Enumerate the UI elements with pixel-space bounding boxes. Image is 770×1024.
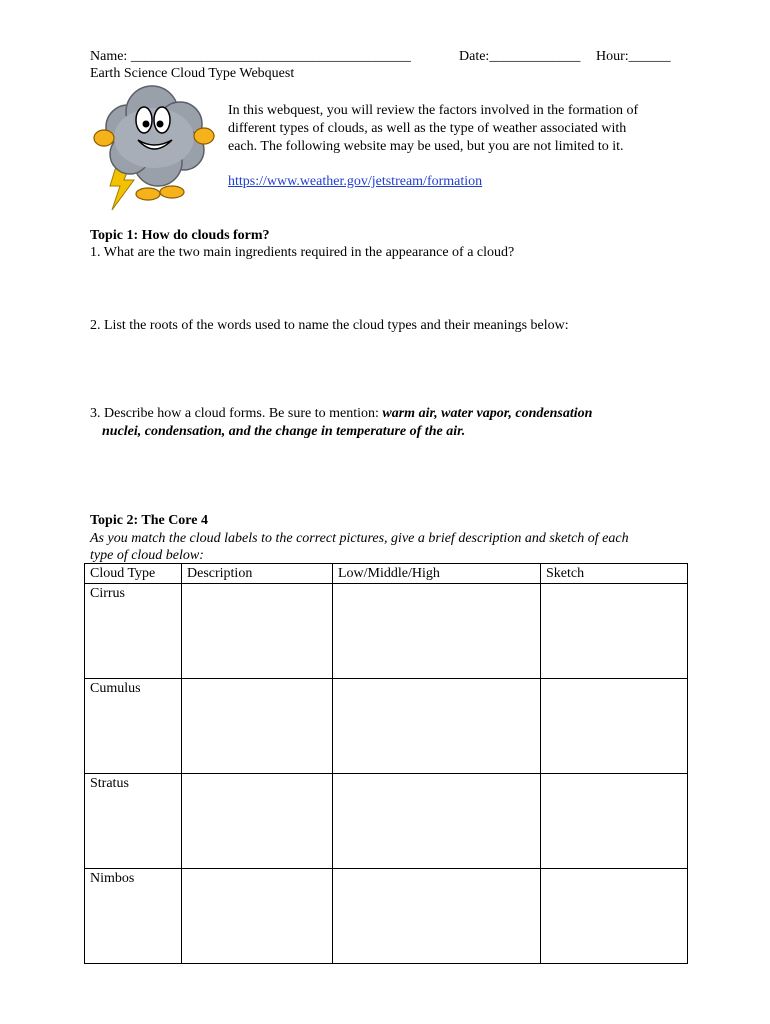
cloud-type-cumulus: Cumulus (85, 679, 182, 774)
topic2-instruction-line-1: As you match the cloud labels to the correct pictures, give a brief description and sketch of each (90, 531, 629, 546)
date-field-label[interactable]: Date:_____________ (459, 49, 581, 64)
table-header-row (85, 564, 688, 584)
question-3-keywords-a: warm air, water vapor, condensation (382, 406, 593, 421)
level-cell[interactable] (333, 584, 541, 679)
topic2-heading: Topic 2: The Core 4 (90, 513, 208, 528)
name-field-label[interactable]: Name: ________________________________________ (90, 49, 411, 64)
table-row (85, 679, 688, 774)
question-3-keywords-b: nuclei, condensation, and the change in temperature of the air. (102, 424, 466, 439)
cloud-type-nimbos: Nimbos (85, 869, 182, 964)
column-header-sketch: Sketch (541, 564, 688, 584)
question-1: 1. What are the two main ingredients required in the appearance of a cloud? (90, 245, 515, 260)
level-cell[interactable] (333, 774, 541, 869)
sketch-cell[interactable] (541, 869, 688, 964)
sketch-cell[interactable] (541, 774, 688, 869)
intro-line-2: different types of clouds, as well as the type of weather associated with (228, 121, 627, 136)
topic2-instruction-line-2: type of cloud below: (90, 548, 204, 563)
question-3-text: 3. Describe how a cloud forms. Be sure to mention: (90, 406, 383, 421)
hour-field-label[interactable]: Hour:______ (596, 49, 671, 64)
description-cell[interactable] (182, 584, 333, 679)
level-cell[interactable] (333, 679, 541, 774)
topic1-heading: Topic 1: How do clouds form? (90, 228, 270, 243)
document-title: Earth Science Cloud Type Webquest (90, 66, 295, 81)
sketch-cell[interactable] (541, 584, 688, 679)
column-header-level: Low/Middle/High (333, 564, 541, 584)
question-2: 2. List the roots of the words used to name the cloud types and their meanings below: (90, 318, 569, 333)
intro-line-1: In this webquest, you will review the factors involved in the formation of (228, 103, 639, 118)
description-cell[interactable] (182, 679, 333, 774)
table-row (85, 869, 688, 964)
description-cell[interactable] (182, 774, 333, 869)
intro-line-3: each. The following website may be used, but you are not limited to it. (228, 139, 624, 154)
table-row (85, 774, 688, 869)
table-row (85, 584, 688, 679)
question-3-line-1 (90, 405, 592, 422)
level-cell[interactable] (333, 869, 541, 964)
cloud-type-table (84, 563, 688, 964)
column-header-cloud-type: Cloud Type (85, 564, 182, 584)
cloud-type-stratus: Stratus (85, 774, 182, 869)
cloud-type-cirrus: Cirrus (85, 584, 182, 679)
description-cell[interactable] (182, 869, 333, 964)
column-header-description: Description (182, 564, 333, 584)
cloud-mascot-icon (88, 82, 218, 212)
sketch-cell[interactable] (541, 679, 688, 774)
formation-link[interactable]: https://www.weather.gov/jetstream/formation (228, 174, 483, 189)
